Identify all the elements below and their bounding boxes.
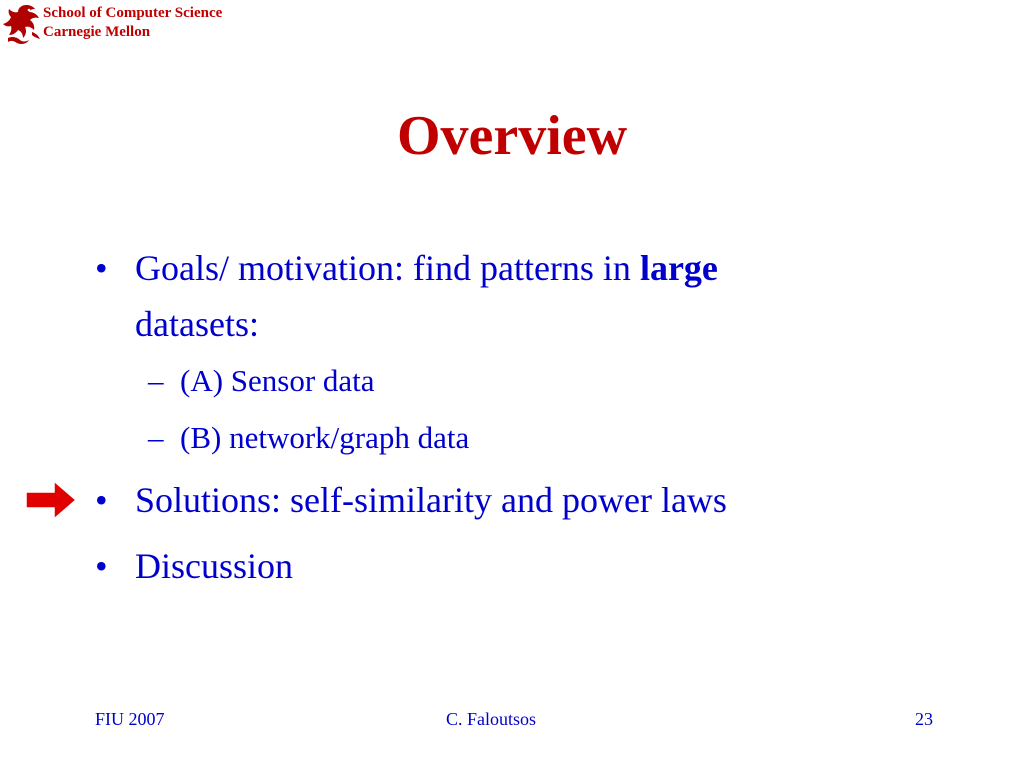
bullet-dot: •	[95, 546, 108, 586]
bullet-dot: •	[95, 480, 108, 520]
institution-line-2: Carnegie Mellon	[43, 24, 151, 40]
slide-title: Overview	[396, 105, 628, 167]
footer-center: C. Faloutsos	[446, 709, 537, 729]
bullet-continuation: datasets:	[135, 304, 259, 344]
sub-bullet-text: (B) network/graph data	[180, 420, 470, 455]
page-number: 23	[915, 709, 933, 729]
bullet-text: Discussion	[135, 546, 294, 586]
bold-emphasis: large	[639, 248, 718, 288]
institution-line-1: School of Computer Science	[43, 5, 223, 21]
sub-bullet-text: (A) Sensor data	[180, 363, 375, 398]
footer-left: FIU 2007	[95, 709, 165, 729]
bullet-text: Solutions: self-similarity and power laws	[135, 480, 727, 520]
sub-bullet-dash: –	[148, 420, 164, 455]
bullet-dot: •	[95, 248, 108, 288]
bullet-text: Goals/ motivation: find patterns in large	[135, 248, 718, 288]
right-arrow-icon	[24, 478, 78, 522]
sub-bullet-dash: –	[148, 363, 164, 398]
